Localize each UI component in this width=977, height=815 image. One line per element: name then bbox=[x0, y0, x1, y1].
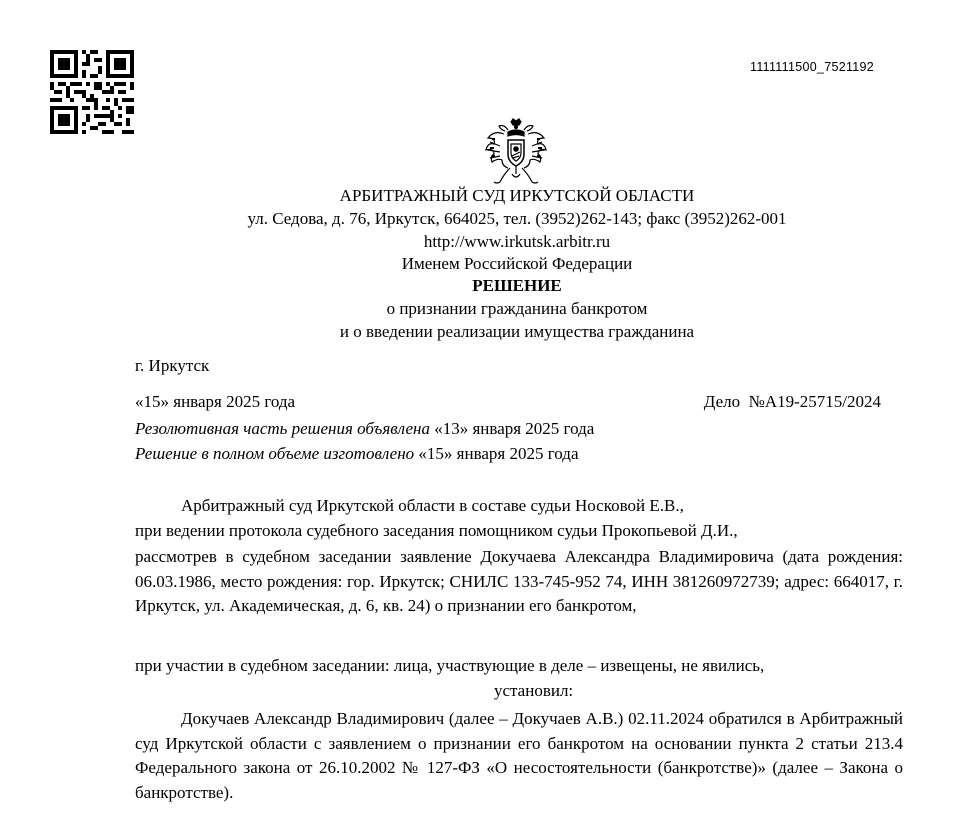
full-decision-date: «15» января 2025 года bbox=[414, 444, 579, 463]
paragraph-court-composition: Арбитражный суд Иркутской области в составе судьи Носковой Е.В., bbox=[181, 496, 684, 515]
established-heading: установил: bbox=[494, 681, 574, 700]
operative-part-label: Резолютивная часть решения объявлена bbox=[135, 419, 430, 438]
decision-subtitle-1: о признании гражданина банкротом bbox=[386, 299, 648, 318]
decision-subtitle-2: и о введении реализации имущества гражданина bbox=[339, 322, 695, 341]
document-id: 1111111500_7521192 bbox=[750, 60, 875, 74]
paragraph-protocol: при ведении протокола судебного заседания помощником судьи Прокопьевой Д.И., bbox=[135, 521, 738, 540]
decision-date: «15» января 2025 года bbox=[135, 392, 296, 411]
operative-part-line bbox=[135, 418, 594, 440]
paragraph-filing: Докучаев Александр Владимирович (далее – Докучаев А.В.) 02.11.2024 обратился в Арбитражный суд Иркутской области с заявлением о признании его банкротом на основании пункта 2 статьи 213.4 Федерального закона от 26.10.2002 № 127-ФЗ «О несостоятельности (банкротстве)» (далее – Закона о банкротстве). bbox=[135, 709, 903, 802]
court-website[interactable]: http://www.irkutsk.arbitr.ru bbox=[423, 232, 611, 251]
city: г. Иркутск bbox=[135, 356, 210, 375]
case-number: Дело №А19-25715/2024 bbox=[703, 392, 881, 411]
court-name: АРБИТРАЖНЫЙ СУД ИРКУТСКОЙ ОБЛАСТИ bbox=[339, 186, 695, 205]
full-decision-line bbox=[135, 443, 579, 465]
coat-of-arms-icon bbox=[484, 118, 548, 186]
paragraph-participants: при участии в судебном заседании: лица, участвующие в деле – извещены, не явились, bbox=[135, 656, 765, 675]
paragraph-application: рассмотрев в судебном заседании заявление Докучаева Александра Владимировича (дата рождения: 06.03.1986, место рождения: гор. Иркутск; СНИЛС 133-745-952 74, ИНН 381260972739; адрес: 664017, г. Иркутск, ул. Академическая, д. 6, кв. 24) о признании его банкротом, bbox=[135, 547, 903, 616]
court-address: ул. Седова, д. 76, Иркутск, 664025, тел. (3952)262-143; факс (3952)262-001 bbox=[247, 209, 787, 228]
decision-title: РЕШЕНИЕ bbox=[472, 276, 562, 295]
full-decision-label: Решение в полном объеме изготовлено bbox=[135, 444, 415, 463]
operative-part-date: «13» января 2025 года bbox=[429, 419, 595, 438]
qr-code-icon bbox=[50, 50, 134, 134]
in-name-of: Именем Российской Федерации bbox=[401, 254, 633, 273]
